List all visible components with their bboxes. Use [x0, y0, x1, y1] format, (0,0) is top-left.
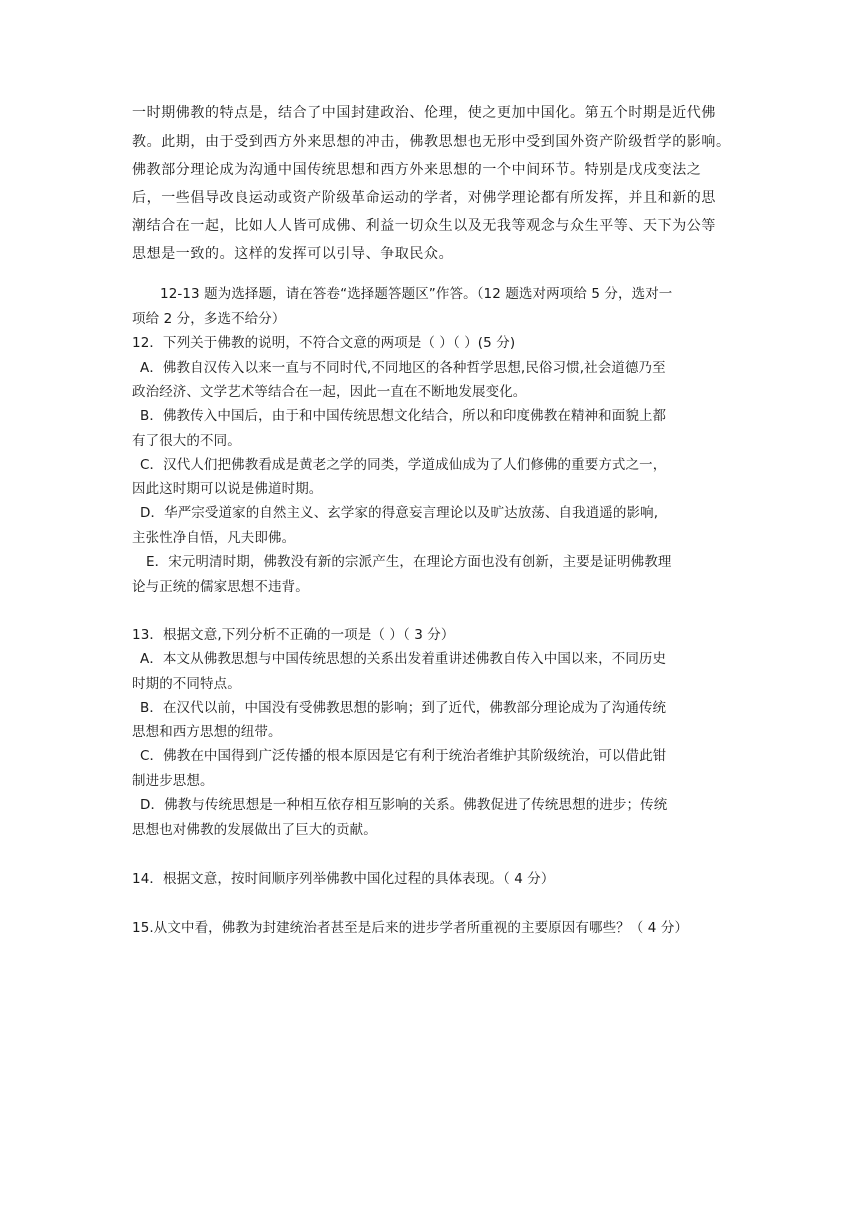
q13-option-d-line-1: D．佛教与传统思想是一种相互依存相互影响的关系。佛教促进了传统思想的进步；传统	[140, 797, 668, 813]
passage-line-2: 教。此期，由于受到西方外来思想的冲击，佛教思想也无形中受到国外资产阶级哲学的影响。	[132, 134, 731, 150]
q14-stem: 14．根据文意，按时间顺序列举佛教中国化过程的具体表现。（ 4 分）	[132, 871, 555, 887]
q13-option-a-line-1: A．本文从佛教思想与中国传统思想的关系出发着重讲述佛教自传入中国以来，不同历史	[140, 651, 667, 667]
instructions-line-2: 项给 2 分，多选不给分）	[132, 311, 286, 327]
q13-option-c-line-1: C．佛教在中国得到广泛传播的根本原因是它有利于统治者维护其阶级统治，可以借此钳	[140, 748, 667, 764]
passage-line-3: 佛教部分理论成为沟通中国传统思想和西方外来思想的一个中间环节。特别是戊戌变法之	[132, 162, 702, 178]
q12-option-d-line-2: 主张性净自悟，凡夫即佛。	[132, 530, 296, 546]
q13-option-b-line-1: B．在汉代以前，中国没有受佛教思想的影响；到了近代，佛教部分理论成为了沟通传统	[140, 700, 667, 716]
q12-option-e-line-2: 论与正统的儒家思想不违背。	[132, 579, 309, 595]
q12-option-c-line-1: C．汉代人们把佛教看成是黄老之学的同类，学道成仙成为了人们修佛的重要方式之一，	[140, 457, 667, 473]
q12-option-b-line-2: 有了很大的不同。	[132, 433, 241, 449]
q12-option-b-line-1: B．佛教传入中国后，由于和中国传统思想文化结合，所以和印度佛教在精神和面貌上都	[140, 408, 667, 424]
q12-option-d-line-1: D．华严宗受道家的自然主义、玄学家的得意妄言理论以及旷达放荡、自我逍遥的影响,	[140, 505, 659, 521]
q13-option-c-line-2: 制进步思想。	[132, 773, 214, 789]
instructions-line-1: 12-13 题为选择题，请在答卷“选择题答题区”作答。（12 题选对两项给 5 分，选对一	[160, 286, 673, 302]
q13-stem: 13．根据文意,下列分析不正确的一项是（ ）（ 3 分）	[132, 627, 455, 643]
q12-option-a-line-2: 政治经济、文学艺术等结合在一起，因此一直在不断地发展变化。	[132, 384, 527, 400]
q12-option-a-line-1: A．佛教自汉传入以来一直与不同时代,不同地区的各种哲学思想,民俗习惯,社会道德乃至	[140, 360, 666, 376]
q12-option-e-line-1: E．宋元明清时期，佛教没有新的宗派产生，在理论方面也没有创新，主要是证明佛教理	[146, 554, 672, 570]
passage-line-6: 思想是一致的。这样的发挥可以引导、争取民众。	[132, 246, 454, 262]
passage-line-1: 一时期佛教的特点是，结合了中国封建政治、伦理，使之更加中国化。第五个时期是近代佛	[132, 105, 716, 121]
passage-line-4: 后，一些倡导改良运动或资产阶级革命运动的学者，对佛学理论都有所发挥，并且和新的思	[132, 190, 716, 206]
q12-option-c-line-2: 因此这时期可以说是佛道时期。	[132, 481, 323, 497]
q15-stem: 15.从文中看，佛教为封建统治者甚至是后来的进步学者所重视的主要原因有哪些？（ 4 分）	[132, 920, 689, 936]
passage-line-5: 潮结合在一起，比如人人皆可成佛、利益一切众生以及无我等观念与众生平等、天下为公等	[132, 218, 716, 234]
q13-option-b-line-2: 思想和西方思想的纽带。	[132, 724, 282, 740]
q12-stem: 12．下列关于佛教的说明，不符合文意的两项是（ ）（ ）(5 分)	[132, 335, 516, 351]
q13-option-d-line-2: 思想也对佛教的发展做出了巨大的贡献。	[132, 822, 377, 838]
q13-option-a-line-2: 时期的不同特点。	[132, 676, 241, 692]
